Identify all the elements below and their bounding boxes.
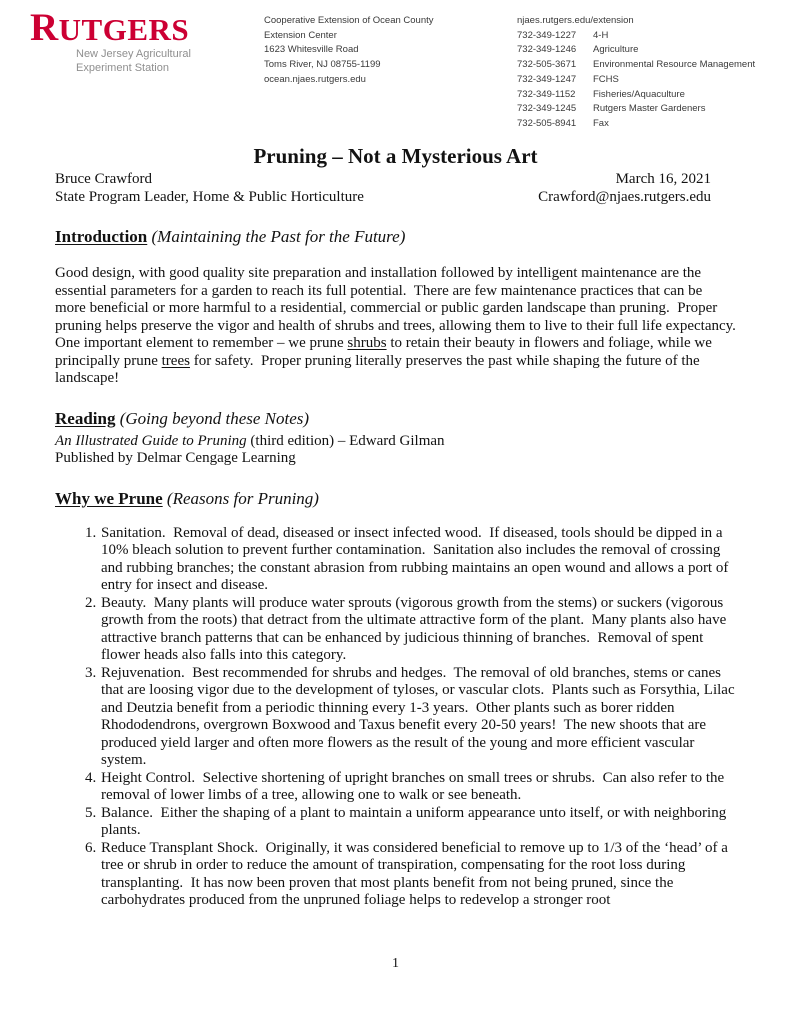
contact-row [517,43,755,58]
section-heading-why-we-prune [55,488,736,510]
page-number: 1 [392,956,399,971]
contact-row [517,73,755,88]
list-item-beauty: 2. Beauty. Many plants will produce water sprouts (vigorous growth from the stems) or suckers (vigorous growth from the roots) that detract from the ultimate attractive form of the plant. Many plants also have attractive branch patterns that can be enhanced by judicious thinning of branches. Removal of spent flower heads also falls into this category. [100,595,736,665]
rutgers-logo [30,6,191,75]
address-line: Toms River, NJ 08755-1199 [264,59,381,71]
contact-dept: Environmental Resource Management [593,59,756,71]
extension-website: njaes.rutgers.edu/extension [517,15,634,26]
document-body [0,144,791,910]
rutgers-wordmark: RUTGERS [30,6,190,49]
heading-word: Why we Prune [55,488,163,508]
contact-dept: Rutgers Master Gardeners [593,103,706,115]
intro-text: Good design, with good quality site preparation and installation followed by intelligent maintenance are the essential parameters for a garden to reach its full potential. There are few maintenance practices that can be more beneficial or more harmful to a residential, commercial or public garden landscape than pruning. Proper pruning helps preserve the vigor and health of shrubs and trees, allowing them to live to their full life expectancy. One important element to remember – we prune [55,265,744,351]
section-heading-reading [55,408,736,430]
list-item-sanitation: 1. Sanitation. Removal of dead, diseased or insect infected wood. If diseased, tools should be dipped in a 10% bleach solution to prevent further contamination. Sanitation also includes the removal of crossing and rubbing branches; the constant abrasion from rubbing maintains an open wound and allows a port of entry for insect and disease. [100,525,736,595]
reasons-list [55,524,739,910]
heading-subtitle: (Reasons for Pruning) [162,488,319,508]
byline [55,171,736,206]
contact-phone: 732-505-8941 [517,117,577,129]
address-line: Cooperative Extension of Ocean County [264,15,434,26]
contact-row [517,88,755,103]
contact-dept: 4-H [593,29,609,41]
author-email: Crawford@njaes.rutgers.edu [538,188,711,205]
reading-reference [55,433,736,451]
byline-row-1 [55,171,736,189]
contact-row [517,102,755,117]
book-edition-author: (third edition) – Edward Gilman [246,432,445,449]
heading-word: Introduction [55,227,148,246]
introduction-paragraph [55,265,744,388]
list-item-rejuvenation: 3. Rejuvenation. Best recommended for shrubs and hedges. The removal of old branches, stems or canes that are loosing vigor due to the development of tyloses, or vascular clots. Plants such as Forsythia, Lilac and Deutzia benefit from a periodic thinning every 1-3 years. Other plants such as borer ridden Rhododendrons, overgrown Boxwood and Taxus benefit every 20-50 years! The new shoots that are produced yield larger and often more flowers as the result of the young and more efficient vascular system. [100,665,736,770]
reading-publisher: Published by Delmar Cengage Learning [55,450,296,466]
underlined-word-trees: trees [161,352,190,369]
list-item-height-control: 4. Height Control. Selective shortening of upright branches on small trees or shrubs. Can also refer to the removal of lower limbs of a tree, allowing one to walk or see beneath. [100,770,736,805]
extension-address-block [264,14,434,88]
book-title: An Illustrated Guide to Pruning [55,432,247,449]
underlined-word-shrubs: shrubs [347,335,387,351]
contact-dept: Agriculture [593,44,639,56]
contact-phone: 732-349-1247 [517,73,577,85]
address-line: 1623 Whitesville Road [264,44,359,56]
rutgers-logo-subtitle [76,48,191,75]
author-name: Bruce Crawford [55,171,153,187]
contact-dept: Fisheries/Aquaculture [593,88,685,100]
document-title: Pruning – Not a Mysterious Art [253,144,538,168]
contact-phone: 732-349-1246 [517,44,577,56]
address-line: ocean.njaes.rutgers.edu [264,73,366,85]
contact-row [517,117,755,132]
intro-text: to retain their beauty in flowers and foliage, while we principally prune [55,335,716,369]
contact-row [517,58,755,73]
address-line: Extension Center [264,29,337,41]
byline-row-2 [55,189,736,207]
intro-text: for safety. Proper pruning literally preserves the past while shaping the future of the landscape! [55,352,704,386]
letterhead [0,0,791,138]
logo-subtitle-line2: Experiment Station [76,61,169,74]
heading-word: Reading [55,408,116,428]
contact-phone: 732-505-3671 [517,59,577,71]
contact-dept: FCHS [593,73,619,85]
contact-phone: 732-349-1245 [517,103,577,115]
contact-phone: 732-349-1227 [517,29,577,41]
list-item-reduce-transplant-shock: 6. Reduce Transplant Shock. Originally, it was considered beneficial to remove up to 1/3 of the ‘head’ of a tree or shrub in order to reduce the amount of transpiration, compensating for the root loss during transplanting. It has now been proven that most plants benefit from not being pruned, since the carbohydrates produced from the unpruned foliage helps to redevelop a stronger root [100,840,736,910]
logo-subtitle-line1: New Jersey Agricultural [76,48,191,60]
contact-row [517,29,755,44]
document-date: March 16, 2021 [615,171,711,187]
contact-dept: Fax [593,117,609,129]
contact-directory [517,14,755,132]
heading-subtitle: (Maintaining the Past for the Future) [147,227,406,246]
heading-subtitle: (Going beyond these Notes) [115,408,310,428]
contact-phone: 732-349-1152 [517,88,576,100]
list-item-balance: 5. Balance. Either the shaping of a plant to maintain a uniform appearance unto itself, or with neighboring plants. [100,805,736,840]
author-role: State Program Leader, Home & Public Horticulture [55,188,364,205]
section-heading-introduction [55,226,736,248]
